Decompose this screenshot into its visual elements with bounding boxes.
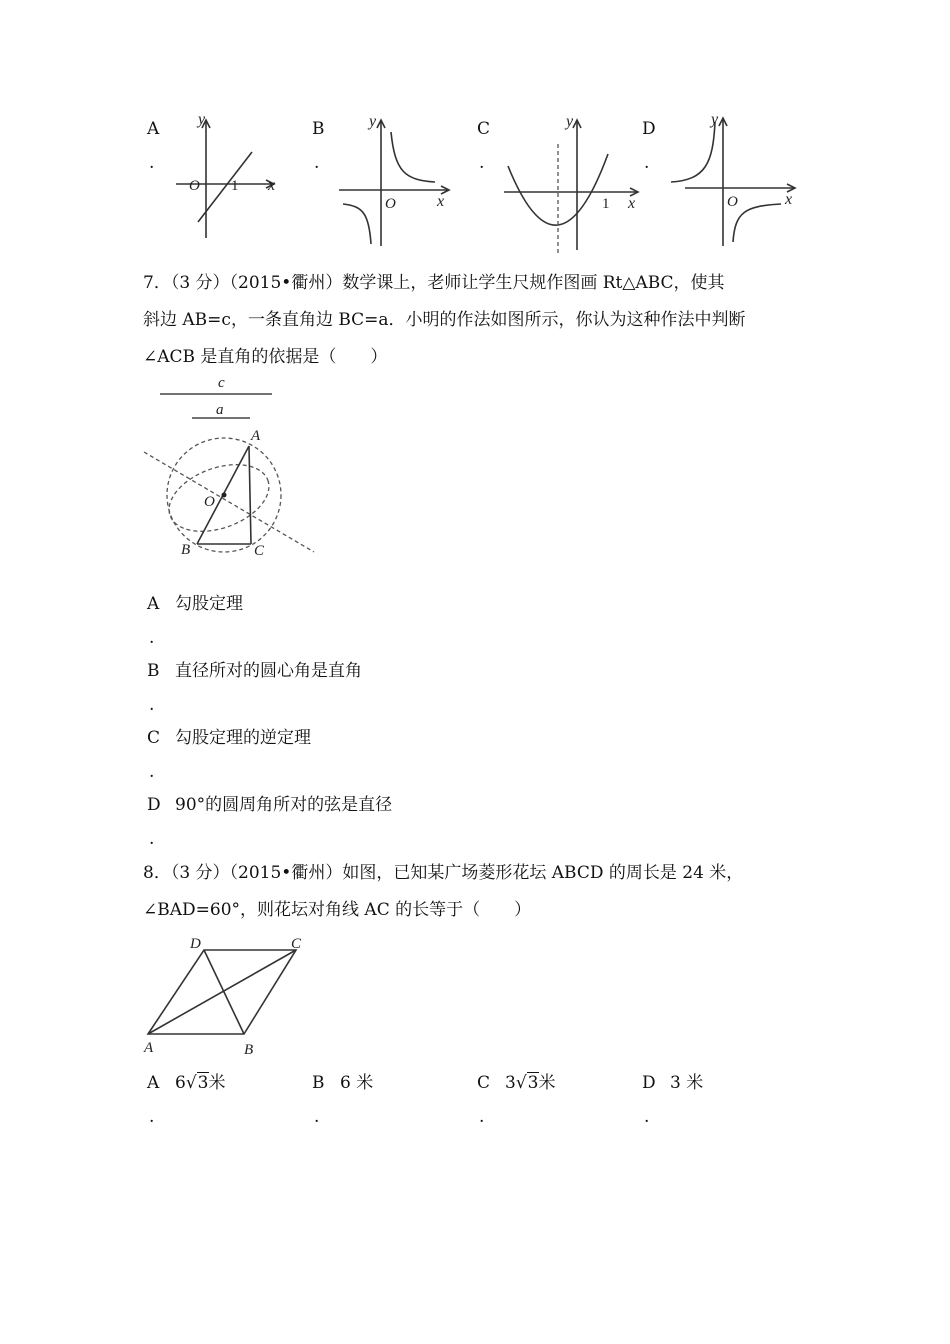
q8-option-a-coefficient: 6 [175, 1073, 186, 1093]
q6-graph-b [335, 110, 455, 250]
q6c-one-label: 1 [602, 196, 610, 212]
q6a-origin-label: O [189, 178, 200, 194]
q8-option-b-dot: . [314, 1107, 320, 1127]
q6-option-c-dot: . [479, 153, 485, 173]
q8-point-c: C [291, 936, 302, 952]
q7-option-c-dot: . [149, 762, 155, 782]
q6a-one-label: 1 [231, 178, 239, 194]
q6-option-b-letter: B [312, 119, 325, 139]
q8-line-1: 8．（3 分）（2015•衢州）如图，已知某广场菱形花坛 ABCD 的周长是 24 米， [143, 863, 744, 883]
q8-option-c-dot: . [479, 1107, 485, 1127]
q7-option-c-letter: C [147, 728, 161, 748]
q8-line-2: ∠BAD=60°，则花坛对角线 AC 的长等于（ ） [143, 900, 532, 920]
q6-graph-d [665, 108, 805, 250]
q6b-origin-label: O [385, 196, 396, 212]
q8-option-b-letter: B [312, 1073, 325, 1093]
q7-option-b-dot: . [149, 695, 155, 715]
q6b-x-label: x [437, 193, 445, 210]
q8-option-a-value [175, 1073, 226, 1093]
q8-option-c-unit: 米 [538, 1073, 556, 1093]
q6d-y-label: y [711, 111, 719, 128]
q8-option-c-radicand: 3 [527, 1073, 539, 1093]
q8-option-d-dot: . [644, 1107, 650, 1127]
q8-option-c-coefficient: 3 [505, 1073, 516, 1093]
q7-point-o: O [204, 494, 215, 510]
q7-option-c-text: 勾股定理的逆定理 [175, 728, 311, 748]
q7-line-3: ∠ACB 是直角的依据是（ ） [143, 347, 388, 367]
q8-option-b-value: 6 米 [340, 1073, 374, 1093]
q7-option-d-text: 90°的圆周角所对的弦是直径 [175, 795, 393, 815]
q6d-origin-label: O [727, 194, 738, 210]
q6b-y-label: y [369, 113, 377, 130]
q8-option-c-value [505, 1073, 556, 1093]
q7-c-label: c [218, 375, 225, 391]
q6-option-a-dot: . [149, 153, 155, 173]
q8-option-a-radicand: 3 [197, 1073, 209, 1093]
q6-option-b-dot: . [314, 153, 320, 173]
q8-rhombus-figure [140, 930, 320, 1060]
q8-option-a-dot: . [149, 1107, 155, 1127]
q7-point-c: C [254, 543, 265, 559]
q6c-y-label: y [566, 113, 574, 130]
q7-option-d-letter: D [147, 795, 161, 815]
q8-option-d-value: 3 米 [670, 1073, 704, 1093]
q7-line-2: 斜边 AB=c，一条直角边 BC=a．小明的作法如图所示，你认为这种作法中判断 [143, 310, 746, 330]
q7-option-b-text: 直径所对的圆心角是直角 [175, 661, 362, 681]
q6-option-c-letter: C [477, 119, 491, 139]
q8-option-a-unit: 米 [208, 1073, 226, 1093]
q7-option-a-text: 勾股定理 [175, 594, 243, 614]
q7-a-label: a [216, 402, 224, 418]
q7-point-a: A [251, 428, 261, 444]
q7-option-a-letter: A [147, 594, 160, 614]
q6-graph-c [500, 110, 650, 260]
q7-option-b-letter: B [147, 661, 160, 681]
q8-point-d: D [190, 936, 201, 952]
q7-line-1: 7．（3 分）（2015•衢州）数学课上，老师让学生尺规作图画 Rt△ABC，使其 [143, 273, 725, 293]
q6d-x-label: x [785, 191, 793, 208]
q8-point-b: B [244, 1042, 254, 1058]
q7-point-b: B [181, 542, 191, 558]
q8-point-a: A [144, 1040, 154, 1056]
q8-option-d-letter: D [642, 1073, 656, 1093]
q8-option-c-letter: C [477, 1073, 491, 1093]
q6-graph-a [170, 110, 285, 242]
q6-option-a-letter: A [147, 119, 160, 139]
radical-sign-icon: √ [515, 1073, 527, 1093]
q7-option-a-dot: . [149, 628, 155, 648]
q6a-y-label: y [198, 111, 206, 128]
q6-option-d-letter: D [642, 119, 656, 139]
q6-option-d-dot: . [644, 153, 650, 173]
q6c-x-label: x [628, 195, 636, 212]
q8-option-a-letter: A [147, 1073, 160, 1093]
q7-construction-figure [140, 372, 320, 562]
q6a-x-label: x [268, 177, 276, 194]
q7-option-d-dot: . [149, 829, 155, 849]
radical-sign-icon: √ [185, 1073, 197, 1093]
